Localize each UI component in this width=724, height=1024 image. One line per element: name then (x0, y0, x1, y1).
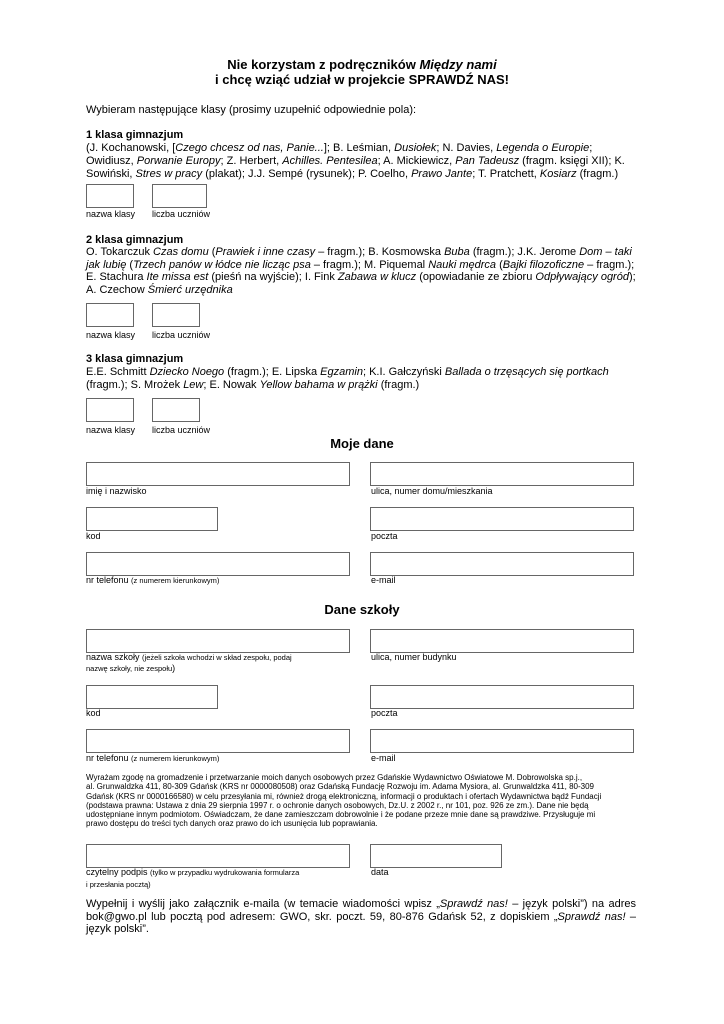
school-data-heading: Dane szkoły (324, 602, 400, 617)
italic-title-text: Sprawdź nas! (439, 898, 508, 910)
student-count-label: liczba uczniów (152, 425, 211, 435)
italic-title-text: Buba (444, 246, 470, 258)
italic-title-text: Dusiołek (394, 142, 437, 154)
signature-note: i przesłania pocztą) (86, 880, 151, 889)
school-email-label: e-mail (371, 753, 396, 763)
text-run: O. Tokarczuk (86, 246, 154, 258)
italic-title-text: Czego chcesz od nas, Panie... (175, 142, 324, 154)
date-input[interactable] (370, 844, 502, 868)
school-email-input[interactable] (370, 729, 634, 753)
text-run: (plakat); J.J. Sempé (rysunek); P. Coelho, (202, 168, 412, 180)
text-run: A. Czechow (86, 284, 148, 296)
class2-name-input[interactable] (86, 303, 134, 327)
text-run: ; T. Pratchett, (472, 168, 540, 180)
form-title-line2: i chcę wziąć udział w projekcie SPRAWDŹ NAS! (214, 72, 510, 87)
italic-title-text: Zabawa w klucz (337, 271, 417, 283)
school-post-office-label: poczta (371, 708, 398, 718)
class2-line (86, 284, 233, 297)
class1-name-input[interactable] (86, 184, 134, 208)
italic-title-text: Ballada o trzęsących się portkach (444, 366, 609, 378)
class2-line (86, 271, 636, 284)
italic-title-text: Nauki mędrca (428, 259, 497, 271)
text-run: bok@gwo.pl lub pocztą pod adresem: GWO, skr. poczt. 59, 80-876 Gdańsk 52, z dopiskiem „ (86, 910, 558, 923)
text-run: – fragm.); B. Kosmowska (315, 246, 445, 258)
italic-title-text: Legenda o Europie (496, 142, 590, 154)
student-count-label: liczba uczniów (152, 330, 211, 340)
text-run: (fragm. księgi XII); K. (519, 155, 625, 167)
italic-title-text: Porwanie Europy (136, 155, 221, 167)
italic-title-text: Trzech panów w łódce nie licząc psa (133, 259, 311, 271)
class-name-label: nazwa klasy (86, 425, 136, 435)
post-office-label: poczta (371, 531, 398, 541)
italic-title-text: Dziecko Noego (149, 366, 225, 378)
italic-title-text: Czas domu (153, 246, 209, 258)
text-run: (fragm.); J.K. Jerome (469, 246, 580, 258)
text-run: E.E. Schmitt (86, 366, 150, 378)
postal-code-label: kod (86, 531, 101, 541)
signature-input[interactable] (86, 844, 350, 868)
school-street-input[interactable] (370, 629, 634, 653)
class-name-label: nazwa klasy (86, 209, 136, 219)
text-run: ); (628, 271, 636, 283)
class3-count-input[interactable] (152, 398, 200, 422)
text-run: język polski”. (86, 923, 149, 935)
text-run: (fragm.) (576, 168, 619, 180)
italic-title-text: Prawo Jante (411, 168, 473, 180)
name-input[interactable] (86, 462, 350, 486)
class1-heading: 1 klasa gimnazjum (86, 129, 184, 141)
text-run: ( (496, 259, 503, 271)
text-run: (opowiadanie ze zbioru (416, 271, 536, 283)
italic-title-text: jak lubię (86, 259, 127, 271)
email-input[interactable] (370, 552, 634, 576)
school-post-office-input[interactable] (370, 685, 634, 709)
italic-title-text: Śmierć urzędnika (147, 284, 233, 296)
class-name-label: nazwa klasy (86, 330, 136, 340)
text-run: (J. Kochanowski, [ (86, 142, 176, 154)
text-run: (fragm.); E. Lipska (224, 366, 321, 378)
text-run: ; E. Nowak (203, 379, 260, 391)
intro-text: Wybieram następujące klasy (prosimy uzupełnić odpowiednie pola): (86, 104, 417, 116)
school-phone-label: nr telefonu (z numerem kierunkowym) (86, 753, 220, 763)
school-postal-code-input[interactable] (86, 685, 218, 709)
text-run: ; N. Davies, (436, 142, 497, 154)
text-run: Wypełnij i wyślij jako załącznik e-maila (w temacie wiadomości wpisz „ (86, 898, 440, 910)
text-run: ; Z. Herbert, (220, 155, 283, 167)
text-run: (fragm.) (377, 379, 420, 391)
class2-line (86, 259, 634, 272)
street-label: ulica, numer domu/mieszkania (371, 486, 493, 496)
form-title-line1: Nie korzystam z podręczników Między nami (227, 57, 497, 72)
text-run: ]; B. Leśmian, (323, 142, 395, 154)
school-postal-code-label: kod (86, 708, 101, 718)
student-count-label: liczba uczniów (152, 209, 211, 219)
school-name-input[interactable] (86, 629, 350, 653)
text-run: ( (208, 246, 216, 258)
class1-count-input[interactable] (152, 184, 207, 208)
class3-heading: 3 klasa gimnazjum (86, 353, 184, 365)
email-label: e-mail (371, 575, 396, 585)
date-label: data (371, 867, 389, 877)
school-phone-input[interactable] (86, 729, 350, 753)
text-run: – fragm.); M. Piquemal (310, 259, 429, 271)
italic-title-text: Sprawdź nas! (557, 910, 626, 923)
text-run: ; (589, 142, 593, 154)
my-data-heading: Moje dane (330, 436, 394, 451)
school-street-label: ulica, numer budynku (371, 652, 457, 662)
italic-title-text: Prawiek i inne czasy (215, 246, 316, 258)
italic-title-text: Stres w pracy (135, 168, 203, 180)
text-run: E. Stachura (86, 271, 147, 283)
italic-title-text: Bajki filozoficzne (502, 259, 585, 271)
class2-count-input[interactable] (152, 303, 200, 327)
phone-input[interactable] (86, 552, 350, 576)
italic-title-text: Pan Tadeusz (455, 155, 520, 167)
class3-name-input[interactable] (86, 398, 134, 422)
phone-label: nr telefonu (z numerem kierunkowym) (86, 575, 220, 585)
italic-title-text: Odpływający ogród (535, 271, 629, 283)
school-name-label: nazwa szkoły (jeżeli szkoła wchodzi w skład zespołu, podaj (86, 652, 292, 662)
text-run: ; A. Mickiewicz, (377, 155, 456, 167)
footer-line (86, 911, 636, 924)
text-run: (fragm.); S. Mrożek (86, 379, 184, 391)
italic-title-text: Yellow bahama w prążki (259, 379, 378, 391)
italic-title-text: Dom – taki (579, 246, 632, 258)
footer-instructions (86, 898, 636, 936)
class2-line (86, 246, 632, 259)
class1-line (86, 155, 625, 168)
italic-title-text: Achilles. Pentesilea (282, 155, 378, 167)
text-run: Sowiński, (86, 168, 136, 180)
italic-title-text: Ite missa est (146, 271, 209, 283)
text-run: ; K.I. Gałczyński (362, 366, 445, 378)
class1-line (86, 168, 618, 181)
class2-heading: 2 klasa gimnazjum (86, 234, 184, 246)
signature-label: czytelny podpis (tylko w przypadku wydrukowania formularza (86, 867, 300, 877)
italic-title-text: Kosiarz (539, 168, 577, 180)
text-run: – fragm.); (584, 259, 635, 271)
italic-title-text: Lew (183, 379, 204, 391)
school-name-note: nazwę szkoły, nie zespołu) (86, 663, 176, 673)
text-run: – język polski”) na adres (507, 898, 636, 910)
class3-line (86, 366, 609, 379)
text-run: – (625, 910, 636, 923)
postal-code-input[interactable] (86, 507, 218, 531)
post-office-input[interactable] (370, 507, 634, 531)
text-run: ( (126, 259, 134, 271)
class3-line (86, 379, 419, 392)
consent-text: Wyrażam zgodę na gromadzenie i przetwarzanie moich danych osobowych przez Gdańskie Wydawnictwo Oświatowe M. Dobrowolska sp.j., al. Grunwaldzka 411, 80-309 Gdańsk (KRS nr 0000080508) oraz Gdańską Fundację Rozwoju im. Adama Mysiora, al. Grunwaldzka 411, 80-309 Gdańsk (KRS nr 0000166580) w celu przesyłania mi, również drogą elektroniczną, informacji o produktach i ofertach Wydawnictwa bądź Fundacji (podstawa prawna: Ustawa z dnia 29 sierpnia 1997 r. o ochronie danych osobowych, Dz.U. z 2002 r., nr 101, poz. 926 ze zm.). Dane nie będą udostępniane innym podmiotom. Oświadczam, że dane zamieszczam dobrowolnie i że podane przeze mnie dane są prawdziwe. Przysługuje mi prawo dostępu do treści tych danych oraz prawo do ich usunięcia lub poprawiania. (86, 773, 602, 829)
footer-line (86, 923, 636, 936)
text-run: (pieśń na wyjście); I. Fink (208, 271, 338, 283)
name-label: imię i nazwisko (86, 486, 147, 496)
text-run: Owidiusz, (86, 155, 137, 167)
italic-title-text: Egzamin (320, 366, 363, 378)
footer-line (86, 898, 636, 911)
street-input[interactable] (370, 462, 634, 486)
class1-line (86, 142, 592, 155)
